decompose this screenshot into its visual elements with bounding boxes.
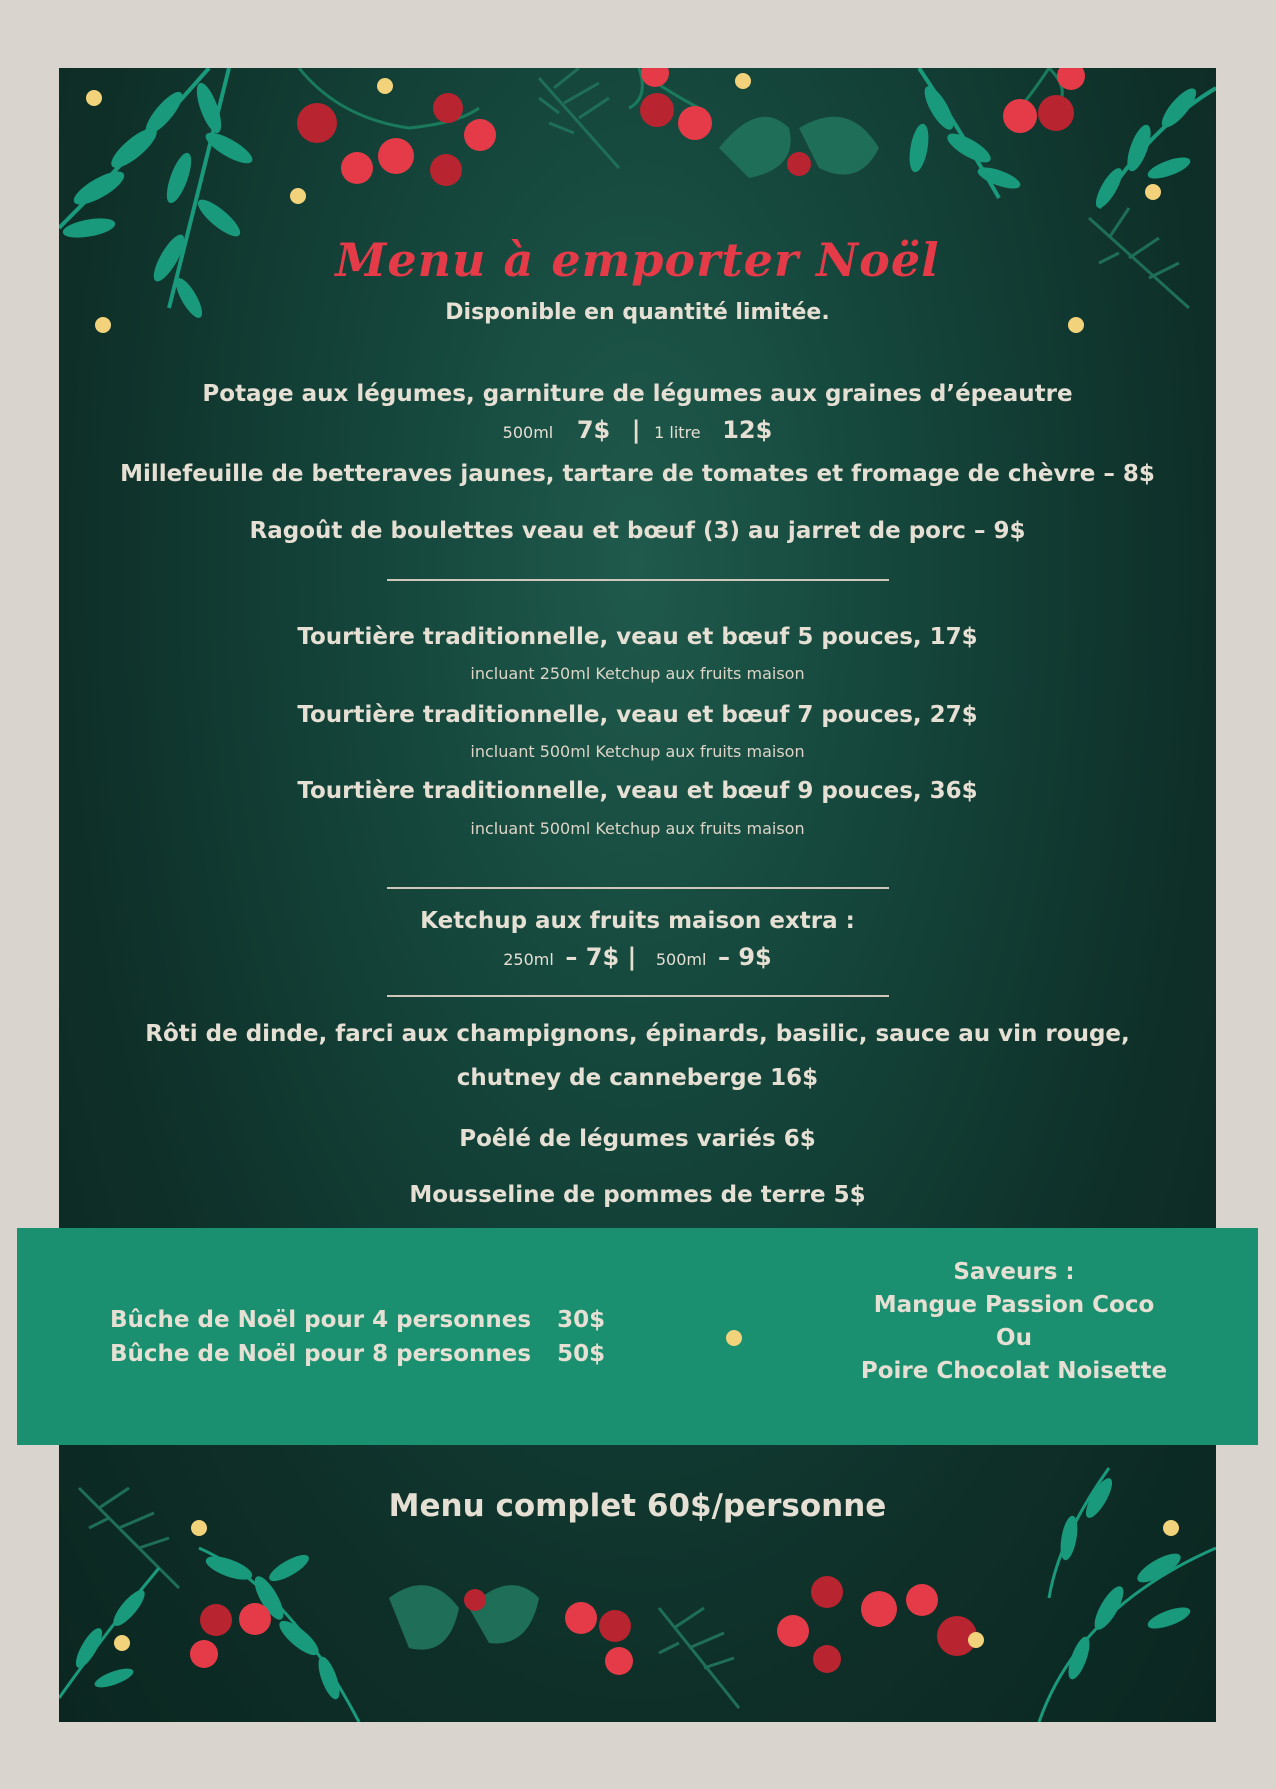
buche-8-label: Bûche de Noël pour 8 personnes bbox=[110, 1341, 532, 1367]
menu-title: Menu à emporter Noël bbox=[335, 233, 940, 287]
ketchup-size-1: 250ml bbox=[503, 950, 554, 969]
flavours-list bbox=[817, 1256, 1211, 1388]
ketchup-prices bbox=[59, 943, 1216, 971]
flavour-or: Ou bbox=[996, 1325, 1032, 1351]
roti-line-1: Rôti de dinde, farci aux champignons, épinards, basilic, sauce au vin rouge, bbox=[145, 1021, 1130, 1047]
soup-name: Potage aux légumes, garniture de légumes aux graines d’épeautre bbox=[202, 381, 1073, 407]
buche-list bbox=[110, 1303, 605, 1371]
poele-item: Poêlé de légumes variés 6$ bbox=[459, 1126, 816, 1152]
buche-4-label: Bûche de Noël pour 4 personnes bbox=[110, 1307, 532, 1333]
footer-full-menu: Menu complet 60$/personne bbox=[388, 1488, 887, 1524]
soup-price-2: 12$ bbox=[722, 416, 773, 444]
soup-size-2: 1 litre bbox=[654, 423, 701, 442]
soup-size-1: 500ml bbox=[502, 423, 554, 442]
menu-subtitle: Disponible en quantité limitée. bbox=[445, 300, 830, 325]
ketchup-title: Ketchup aux fruits maison extra : bbox=[420, 908, 855, 934]
starter-ragout: Ragoût de boulettes veau et bœuf (3) au jarret de porc – 9$ bbox=[249, 518, 1026, 544]
tourtiere-5-name: Tourtière traditionnelle, veau et bœuf 5 pouces, 17$ bbox=[297, 624, 978, 650]
flavours-title: Saveurs : bbox=[953, 1259, 1075, 1285]
section-divider bbox=[387, 887, 889, 889]
buche-8-price: 50$ bbox=[557, 1341, 606, 1367]
tourtiere-9-name: Tourtière traditionnelle, veau et bœuf 9 pouces, 36$ bbox=[297, 778, 978, 804]
tourtiere-9-note: incluant 500ml Ketchup aux fruits maison bbox=[470, 819, 805, 838]
ketchup-size-2: 500ml bbox=[655, 950, 707, 969]
soup-divider: | bbox=[631, 416, 641, 444]
decorative-dot bbox=[726, 1330, 742, 1346]
flavour-option-1: Mangue Passion Coco bbox=[873, 1292, 1155, 1318]
section-divider bbox=[387, 579, 889, 581]
ketchup-price-1: – 7$ | bbox=[565, 943, 637, 971]
buche-4-price: 30$ bbox=[557, 1307, 606, 1333]
tourtiere-5-note: incluant 250ml Ketchup aux fruits maison bbox=[470, 664, 805, 683]
soup-prices bbox=[59, 416, 1216, 444]
ketchup-price-2: – 9$ bbox=[718, 943, 772, 971]
buche-8 bbox=[110, 1337, 605, 1371]
buche-4 bbox=[110, 1303, 605, 1337]
section-divider bbox=[387, 995, 889, 997]
tourtiere-7-name: Tourtière traditionnelle, veau et bœuf 7 pouces, 27$ bbox=[297, 702, 978, 728]
starter-millefeuille: Millefeuille de betteraves jaunes, tartare de tomates et fromage de chèvre – 8$ bbox=[120, 461, 1155, 487]
menu-card bbox=[59, 68, 1216, 1722]
tourtiere-7-note: incluant 500ml Ketchup aux fruits maison bbox=[470, 742, 805, 761]
dessert-band bbox=[17, 1228, 1258, 1445]
roti-line-2: chutney de canneberge 16$ bbox=[456, 1065, 819, 1091]
flavour-option-2: Poire Chocolat Noisette bbox=[860, 1358, 1168, 1384]
soup-price-1: 7$ bbox=[576, 416, 611, 444]
mousseline-item: Mousseline de pommes de terre 5$ bbox=[409, 1182, 866, 1208]
